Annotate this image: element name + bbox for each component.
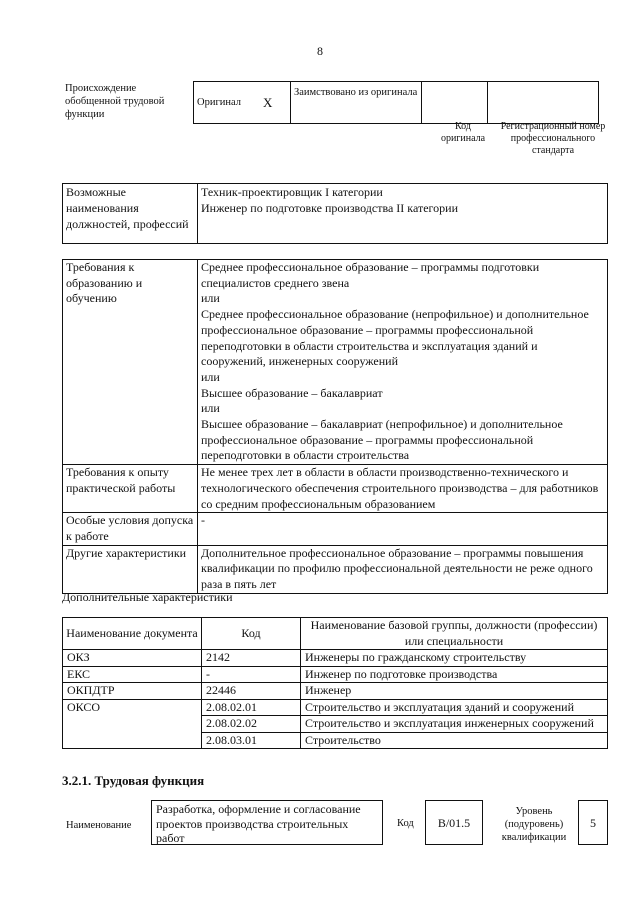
positions-table [62, 183, 608, 244]
req-label: Другие характеристики [63, 545, 198, 593]
row-name: Строительство и эксплуатация зданий и сооружений [301, 699, 608, 716]
row-doc [63, 732, 202, 749]
additional-title: Дополнительные характеристики [62, 590, 233, 604]
labor-function-title: 3.2.1. Трудовая функция [62, 773, 205, 788]
page-number: 8 [317, 44, 323, 58]
table-row [63, 716, 608, 733]
row-doc [63, 716, 202, 733]
origin-label: Происхождение обобщенной трудовой функции [65, 83, 165, 120]
row-name: Строительство [301, 732, 608, 749]
req-line: Дополнительное профессиональное образование – программы повышения квалификации по профилю профессиональной деятельности не реже одного раза в пять лет [201, 545, 593, 592]
req-line: Среднее профессиональное образование (непрофильное) и дополнительное профессиональное образование – программы профессиональной переподготовки в области строительства и эксплуатация зданий и сооружений, инженерных сооружений [201, 307, 589, 369]
req-label: Требования к опыту практической работы [63, 465, 198, 513]
original-code-cell [422, 82, 488, 124]
original-mark: X [260, 82, 291, 124]
row-doc: ОКЗ [63, 650, 202, 667]
reg-number-cell [488, 82, 599, 124]
table-row [63, 650, 608, 667]
row-name: Инженер [301, 683, 608, 700]
reg-caption: Регистрационный номер профессионального стандарта [500, 121, 606, 156]
table-row [63, 732, 608, 749]
req-line: или [201, 369, 220, 384]
code-caption: Код оригинала [440, 121, 486, 144]
row-name: Инженеры по гражданскому строительству [301, 650, 608, 667]
req-line: Не менее трех лет в области в области производственно-технического и технологического обеспечения строительного производства – для работников со средним профессиональным образованием [201, 465, 599, 511]
row-code: 2.08.02.02 [202, 716, 301, 733]
req-value [198, 513, 608, 545]
qualification-level-value: 5 [578, 800, 608, 845]
row-doc: ОКПДТР [63, 683, 202, 700]
function-name-label: Наименование [66, 820, 132, 831]
row-name: Инженер по подготовке производства [301, 666, 608, 683]
req-line: Высшее образование – бакалавриат (непрофильное) и дополнительное профессиональное образование – программы профессиональной переподготовки в области строительства [201, 417, 563, 463]
position-line: Техник-проектировщик I категории [201, 185, 383, 199]
table-row [63, 683, 608, 700]
positions-values [198, 184, 608, 244]
function-code-label: Код [397, 818, 414, 829]
original-label: Оригинал [194, 82, 261, 124]
header-doc: Наименование документа [63, 618, 202, 650]
table-row [63, 699, 608, 716]
req-value [198, 465, 608, 513]
row-code: 22446 [202, 683, 301, 700]
row-code: 2.08.02.01 [202, 699, 301, 716]
req-label: Требования к образованию и обучению [63, 260, 198, 465]
req-line: или [201, 401, 220, 416]
requirements-table [62, 259, 608, 594]
position-line: Инженер по подготовке производства II категории [201, 201, 458, 215]
row-doc: ОКСО [63, 699, 202, 716]
req-line: - [201, 513, 205, 528]
row-code: 2142 [202, 650, 301, 667]
row-doc: ЕКС [63, 666, 202, 683]
req-line: Среднее профессиональное образование – программы подготовки специалистов среднего звена [201, 260, 540, 290]
borrowed-label: Заимствовано из оригинала [291, 82, 422, 124]
req-value [198, 545, 608, 593]
req-value [198, 260, 608, 465]
row-code: 2.08.03.01 [202, 732, 301, 749]
function-code-value: B/01.5 [425, 800, 483, 845]
positions-label: Возможные наименования должностей, профессий [63, 184, 198, 244]
req-line: или [201, 291, 220, 306]
row-name: Строительство и эксплуатация инженерных сооружений [301, 716, 608, 733]
characteristics-table [62, 617, 608, 749]
row-code: - [202, 666, 301, 683]
req-line: Высшее образование – бакалавриат [201, 385, 383, 400]
qualification-level-label: Уровень (подуровень) квалификации [501, 806, 567, 843]
table-row [63, 666, 608, 683]
header-code: Код [202, 618, 301, 650]
origin-table [193, 81, 599, 124]
req-label: Особые условия допуска к работе [63, 513, 198, 545]
header-name: Наименование базовой группы, должности (профессии) или специальности [301, 618, 608, 650]
function-name-value: Разработка, оформление и согласование проектов производства строительных работ [151, 800, 383, 845]
